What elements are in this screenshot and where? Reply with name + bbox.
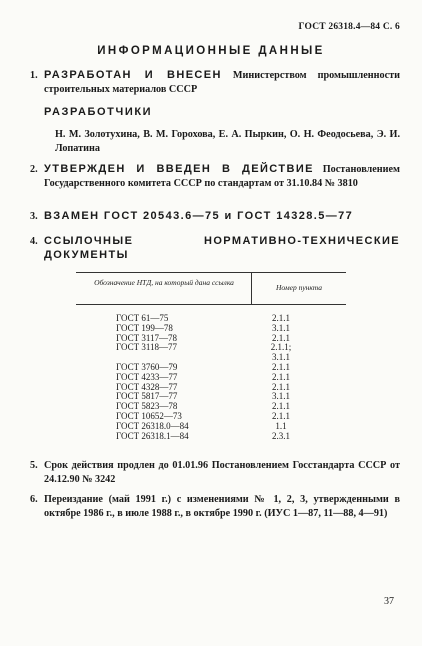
table-cell-clause: 2.1.1	[272, 313, 290, 323]
table-cell-ref: ГОСТ 199—78	[116, 322, 173, 333]
page-header-doc-ref: ГОСТ 26318.4—84 С. 6	[298, 22, 400, 32]
item-caps-heading: ВЗАМЕН ГОСТ 20543.6—75 и ГОСТ 14328.5—77	[44, 210, 354, 222]
table-cell-clause: 2.1.1	[272, 371, 290, 382]
table-header-clause: Номер пункта	[275, 283, 323, 292]
item-text: Министерством промышленности строительных материалов СССР	[44, 70, 401, 95]
item-caps-heading: УТВЕРЖДЕН И ВВЕДЕН В ДЕЙСТВИЕ	[44, 163, 314, 175]
table-rule-header	[76, 304, 346, 305]
table-row	[76, 343, 346, 353]
references-table	[76, 272, 346, 442]
table-cell-clause: 2.1.1	[272, 361, 290, 372]
table-cell-ref: ГОСТ 26318.1—84	[116, 430, 189, 441]
table-cell-clause: 3.1.1	[272, 352, 290, 363]
developers-names: Н. М. Золотухина, В. М. Горохова, Е. А. Пыркин, О. Н. Феодосьева, Э. И. Лопатина	[55, 129, 400, 154]
table-cell-ref: ГОСТ 61—75	[116, 313, 169, 323]
item-number: 2.	[30, 164, 38, 175]
table-row	[76, 432, 346, 442]
table-cell-ref: ГОСТ 4328—77	[116, 381, 178, 392]
item-number: 1.	[30, 70, 38, 81]
item-text: Постановлением Государственного комитета СССР по стандартам от 31.10.84 № 3810	[44, 164, 400, 189]
info-item-6	[30, 493, 400, 520]
item-number: 3.	[30, 211, 38, 222]
table-rule-top	[76, 272, 346, 273]
table-header-ref: Обозначение НТД, на который дана ссылка	[94, 278, 234, 287]
page-title: ИНФОРМАЦИОННЫЕ ДАННЫЕ	[97, 45, 325, 57]
developers-heading: РАЗРАБОТЧИКИ	[44, 106, 153, 118]
item-text: Срок действия продлен до 01.01.96 Постановлением Госстандарта СССР от 24.12.90 № 3242	[44, 460, 400, 485]
info-item-5	[30, 459, 400, 486]
table-cell-clause: 1.1	[275, 420, 287, 431]
item-caps-heading: ССЫЛОЧНЫЕ НОРМАТИВНО-ТЕХНИЧЕСКИЕ ДОКУМЕНТЫ	[44, 235, 400, 261]
table-cell-ref: ГОСТ 10652—73	[116, 410, 182, 421]
table-cell-clause: 2.1.1	[272, 401, 290, 412]
table-cell-clause: 3.1.1	[272, 322, 290, 333]
item-number: 4.	[30, 236, 38, 247]
table-cell-ref: ГОСТ 3117—78	[116, 332, 178, 343]
table-cell-clause: 2.3.1	[272, 430, 290, 441]
table-cell-ref: ГОСТ 26318.0—84	[116, 420, 189, 431]
table-cell-ref: ГОСТ 3760—79	[116, 361, 178, 372]
page-number: 37	[384, 596, 394, 607]
table-cell-clause: 2.1.1	[272, 410, 290, 421]
info-item-1	[30, 69, 400, 96]
info-item-4	[30, 235, 400, 262]
table-cell-ref: ГОСТ 3118—77	[116, 342, 178, 353]
item-text: Переиздание (май 1991 г.) с изменениями № 1, 2, 3, утвержденными в октябре 1986 г., в июле 1988 г., в октябре 1990 г. (ИУС 1—87, 11—88, 4—91)	[44, 494, 400, 519]
table-rule-vertical	[251, 272, 252, 304]
table-cell-ref: ГОСТ 5817—77	[116, 391, 178, 402]
table-body	[76, 314, 346, 441]
table-cell-clause: 2.1.1	[272, 332, 290, 343]
table-cell-ref: ГОСТ 5823—78	[116, 401, 178, 412]
item-caps-heading: РАЗРАБОТАН И ВНЕСЕН	[44, 69, 222, 81]
info-item-3	[30, 210, 400, 224]
table-cell-clause: 2.1.1;	[270, 342, 292, 353]
info-item-2	[30, 163, 400, 190]
item-number: 6.	[30, 494, 38, 505]
table-cell-clause: 3.1.1	[272, 391, 290, 402]
table-cell-clause: 2.1.1	[272, 381, 290, 392]
item-number: 5.	[30, 460, 38, 471]
table-cell-ref: ГОСТ 4233—77	[116, 371, 178, 382]
